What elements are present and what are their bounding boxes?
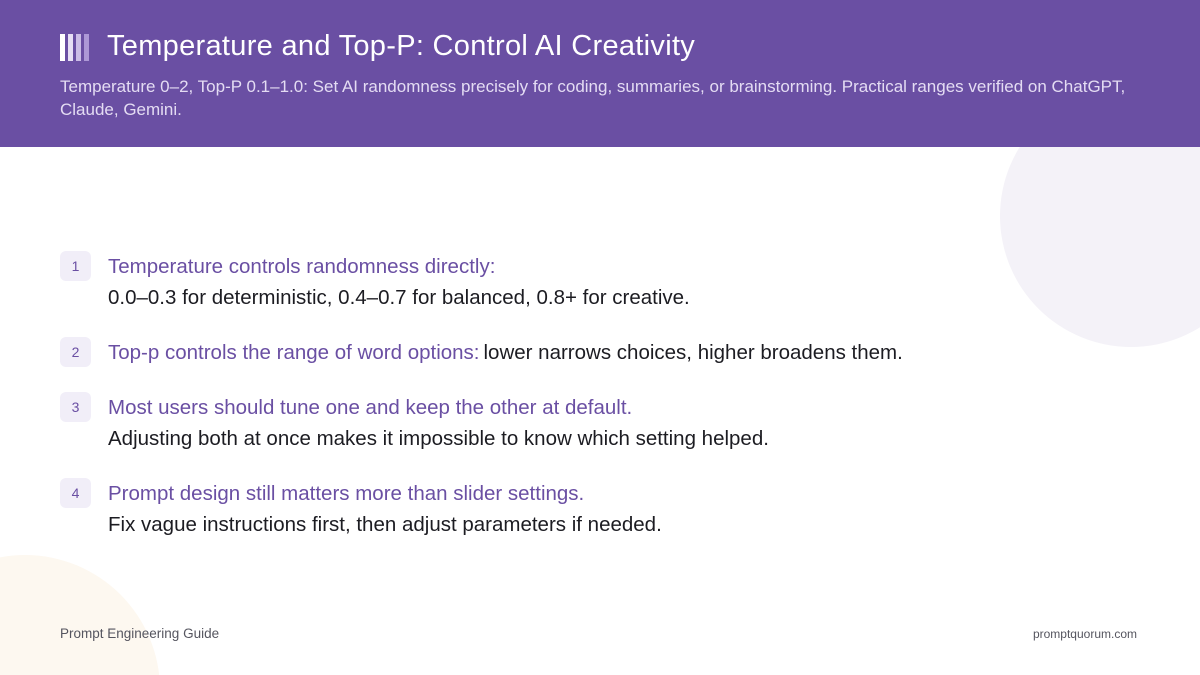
- item-body: Adjusting both at once makes it impossible to know which setting helped.: [108, 427, 769, 450]
- footer-guide-label: Prompt Engineering Guide: [60, 626, 220, 641]
- item-body: 0.0–0.3 for deterministic, 0.4–0.7 for balanced, 0.8+ for creative.: [108, 286, 690, 309]
- footer-site-link[interactable]: promptquorum.com: [1032, 627, 1137, 641]
- list-item: [60, 392, 1140, 454]
- page-title: Temperature and Top-P: Control AI Creativity: [107, 30, 696, 62]
- decorative-circle-left: [0, 555, 160, 675]
- item-number-badge: 2: [60, 337, 91, 367]
- list-item: [60, 337, 1140, 368]
- item-heading: Prompt design still matters more than slider settings.: [108, 482, 585, 505]
- item-number-badge: 3: [60, 392, 91, 422]
- list-item: [60, 251, 1140, 313]
- item-number-badge: 1: [60, 251, 91, 281]
- key-points-list: [60, 251, 1140, 540]
- item-body: Fix vague instructions first, then adjust parameters if needed.: [108, 513, 662, 536]
- item-body: lower narrows choices, higher broadens them.: [483, 341, 903, 364]
- list-item: [60, 478, 1140, 540]
- item-number-badge: 4: [60, 478, 91, 508]
- item-heading: Temperature controls randomness directly:: [108, 255, 496, 278]
- logo-bars-icon: [60, 34, 89, 61]
- page-subtitle: Temperature 0–2, Top-P 0.1–1.0: Set AI randomness precisely for coding, summaries, or brainstorming. Practical ranges verified on ChatGPT, Claude, Gemini.: [60, 77, 1126, 119]
- header-banner: [0, 0, 1200, 147]
- item-heading: Top-p controls the range of word options:: [108, 341, 480, 364]
- item-heading: Most users should tune one and keep the other at default.: [108, 396, 633, 419]
